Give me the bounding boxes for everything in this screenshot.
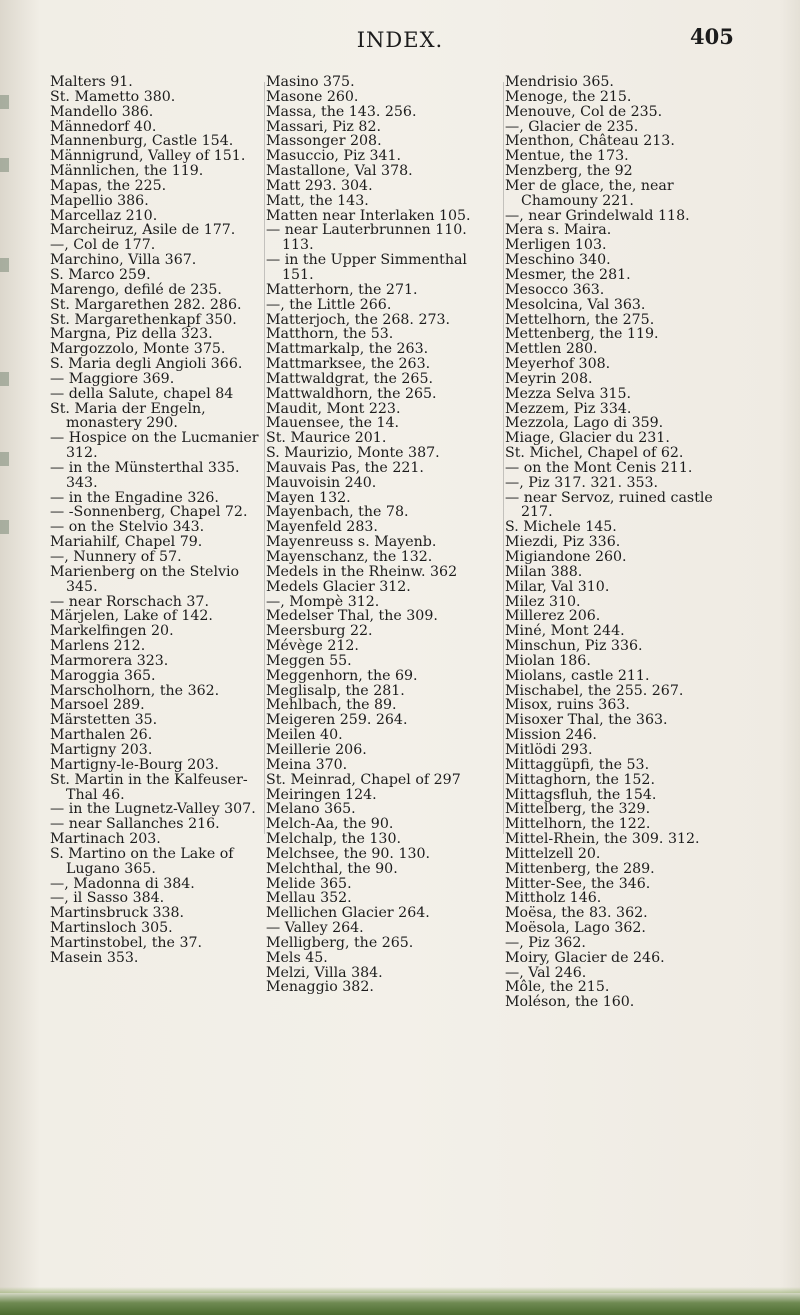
index-entry: Mapellio 386. [50, 192, 149, 209]
index-entry: Melano 365. [266, 801, 356, 818]
index-entry: Mels 45. [266, 949, 328, 966]
page-number: 405 [690, 24, 734, 49]
index-column-3 [505, 75, 745, 1010]
column-divider [264, 82, 265, 834]
index-entry: Mettenberg, the 119. [505, 326, 659, 343]
index-column-1 [50, 75, 263, 966]
index-entry: Mittaggüpfi, the 53. [505, 756, 650, 773]
index-entry: St. Maurice 201. [266, 430, 387, 447]
gutter-mark [0, 520, 9, 534]
index-entry: Mauensee, the 14. [266, 415, 400, 432]
column-divider [503, 82, 504, 834]
index-entry: Matterhorn, the 271. [266, 281, 418, 298]
index-entry: Massonger 208. [266, 133, 382, 150]
index-entry: Mehlbach, the 89. [266, 697, 397, 714]
index-entry: Mittagsfluh, the 154. [505, 786, 657, 803]
index-entry: Mer de glace, the, near Chamouny 221. [505, 177, 674, 209]
index-entry: Miolan 186. [505, 652, 591, 669]
index-entry: Mendrisio 365. [505, 74, 614, 90]
index-entry: Mission 246. [505, 727, 597, 744]
index-entry: S. Maria degli Angioli 366. [50, 356, 243, 373]
index-entry: Mesmer, the 281. [505, 266, 631, 283]
index-entry: Masuccio, Piz 341. [266, 148, 402, 165]
index-entry: St. Mametto 380. [50, 88, 176, 105]
index-entry: Matten near Interlaken 105. [266, 207, 471, 224]
index-entry: —, Nunnery of 57. [50, 549, 182, 565]
index-entry: Miage, Glacier du 231. [505, 430, 670, 447]
index-entry: — in the Engadine 326. [50, 489, 219, 506]
index-entry: Marcheiruz, Asile de 177. [50, 222, 236, 239]
index-entry: — in the Lugnetz-Valley 307. [50, 801, 256, 818]
index-entry: Mezza Selva 315. [505, 385, 632, 402]
index-entry: Männlichen, the 119. [50, 163, 204, 180]
index-entry: Mera s. Maira. [505, 222, 612, 239]
index-entry: Martinsloch 305. [50, 920, 173, 937]
index-entry: — near Servoz, ruined castle 217. [505, 489, 713, 521]
index-entry: Marienberg on the Stelvio 345. [50, 563, 240, 595]
index-entry: Maroggia 365. [50, 667, 156, 684]
index-entry: Millerez 206. [505, 608, 601, 625]
index-entry: Meiringen 124. [266, 786, 377, 803]
index-entry: — in the Münsterthal 335. 343. [50, 459, 240, 491]
index-entry: Melzi, Villa 384. [266, 964, 383, 981]
index-entry: — Valley 264. [266, 920, 364, 937]
index-entry: Mezzola, Lago di 359. [505, 415, 664, 432]
index-entry: Meersburg 22. [266, 623, 373, 640]
index-entry: S. Michele 145. [505, 519, 617, 536]
index-entry: Mellau 352. [266, 890, 352, 907]
index-entry: Maudit, Mont 223. [266, 400, 401, 417]
index-entry: Marsoel 289. [50, 697, 145, 714]
index-entry: St. Margarethen 282. 286. [50, 296, 242, 313]
index-entry: Mittelberg, the 329. [505, 801, 651, 818]
index-entry: Meggenhorn, the 69. [266, 667, 418, 684]
index-entry: Moléson, the 160. [505, 994, 635, 1011]
index-entry: —, the Little 266. [266, 296, 392, 313]
index-entry: Milez 310. [505, 593, 581, 610]
index-entry: —, Piz 362. [505, 934, 586, 951]
index-entry: — near Sallanches 216. [50, 816, 220, 833]
index-entry: Medels Glacier 312. [266, 578, 411, 595]
index-entry: Mittel-Rhein, the 309. 312. [505, 831, 700, 848]
index-entry: St. Meinrad, Chapel of 297 [266, 771, 461, 788]
index-entry: — della Salute, chapel 84 [50, 385, 234, 402]
index-entry: Mannenburg, Castle 154. [50, 133, 234, 150]
index-entry: Menzberg, the 92 [505, 163, 633, 180]
index-entry: Meyerhof 308. [505, 356, 611, 373]
index-entry: Melchalp, the 130. [266, 831, 401, 848]
index-entry: Mattwaldgrat, the 265. [266, 370, 433, 387]
index-entry: —, Madonna di 384. [50, 875, 195, 892]
index-entry: Mittholz 146. [505, 890, 602, 907]
index-entry: —, Col de 177. [50, 237, 156, 254]
index-entry: Markelfingen 20. [50, 623, 174, 640]
index-entry: Mastallone, Val 378. [266, 163, 413, 180]
index-entry: Mischabel, the 255. 267. [505, 682, 684, 699]
index-entry: Môle, the 215. [505, 979, 610, 996]
index-entry: St. Maria der Engeln, monastery 290. [50, 400, 206, 432]
index-entry: Märjelen, Lake of 142. [50, 608, 213, 625]
index-entry: Marmorera 323. [50, 652, 169, 669]
index-entry: Milar, Val 310. [505, 578, 610, 595]
index-entry: Matt, the 143. [266, 192, 369, 209]
index-entry: Meillerie 206. [266, 741, 367, 758]
index-entry: Marthalen 26. [50, 727, 153, 744]
index-entry: Martinsbruck 338. [50, 905, 185, 922]
index-entry: Mittaghorn, the 152. [505, 771, 655, 788]
index-entry: Männigrund, Valley of 151. [50, 148, 246, 165]
index-entry: Mayenreuss s. Mayenb. [266, 534, 437, 551]
gutter-mark [0, 95, 9, 109]
index-entry: Masone 260. [266, 88, 359, 105]
index-entry: Misoxer Thal, the 363. [505, 712, 668, 729]
index-entry: —, Mompè 312. [266, 593, 380, 610]
index-entry: Matthorn, the 53. [266, 326, 394, 343]
index-entry: Meggen 55. [266, 652, 352, 669]
index-entry: — Hospice on the Lucmanier 312. [50, 430, 259, 462]
index-entry: Marcellaz 210. [50, 207, 158, 224]
index-entry: Mesocco 363. [505, 281, 605, 298]
index-entry: Martinach 203. [50, 831, 161, 848]
index-entry: Mayenbach, the 78. [266, 504, 409, 521]
index-entry: Martigny-le-Bourg 203. [50, 756, 219, 773]
index-entry: Martinstobel, the 37. [50, 934, 203, 951]
index-entry: Menthon, Château 213. [505, 133, 675, 150]
index-entry: Malters 91. [50, 74, 133, 90]
index-entry: Melligberg, the 265. [266, 934, 414, 951]
index-entry: —, il Sasso 384. [50, 890, 165, 907]
index-entry: Menouve, Col de 235. [505, 103, 663, 120]
index-entry: Mezzem, Piz 334. [505, 400, 632, 417]
index-entry: Matt 293. 304. [266, 177, 373, 194]
gutter-mark [0, 372, 9, 386]
index-entry: —, Val 246. [505, 964, 587, 981]
running-header: INDEX. [356, 28, 444, 52]
index-entry: Mattmarksee, the 263. [266, 356, 431, 373]
index-entry: Martigny 203. [50, 741, 153, 758]
index-entry: Merligen 103. [505, 237, 607, 254]
index-entry: Märstetten 35. [50, 712, 158, 729]
index-entry: Mittelzell 20. [505, 845, 601, 862]
index-entry: Mittenberg, the 289. [505, 860, 655, 877]
index-entry: Melchthal, the 90. [266, 860, 398, 877]
index-entry: Moiry, Glacier de 246. [505, 949, 665, 966]
index-entry: Mittelhorn, the 122. [505, 816, 651, 833]
index-entry: Mitter-See, the 346. [505, 875, 651, 892]
index-entry: Migiandone 260. [505, 549, 627, 565]
index-entry: — on the Stelvio 343. [50, 519, 205, 536]
index-entry: Melide 365. [266, 875, 352, 892]
index-entry: Marscholhorn, the 362. [50, 682, 220, 699]
index-entry: Mesolcina, Val 363. [505, 296, 646, 313]
index-entry: Mayenfeld 283. [266, 519, 378, 536]
index-entry: Meglisalp, the 281. [266, 682, 405, 699]
index-entry: Mettelhorn, the 275. [505, 311, 655, 328]
index-entry: S. Maurizio, Monte 387. [266, 445, 440, 462]
index-entry: Mauvais Pas, the 221. [266, 459, 424, 476]
index-entry: Margna, Piz della 323. [50, 326, 213, 343]
index-entry: Mattmarkalp, the 263. [266, 341, 429, 358]
index-entry: —, near Grindelwald 118. [505, 207, 690, 224]
index-entry: Mariahilf, Chapel 79. [50, 534, 203, 551]
index-entry: Minschun, Piz 336. [505, 638, 643, 655]
index-entry: Miné, Mont 244. [505, 623, 625, 640]
index-entry: Moësa, the 83. 362. [505, 905, 648, 922]
page-edge-band [0, 1293, 800, 1315]
index-entry: Moësola, Lago 362. [505, 920, 646, 937]
index-entry: Menoge, the 215. [505, 88, 632, 105]
index-entry: Miolans, castle 211. [505, 667, 650, 684]
index-entry: St. Martin in the Kalfeuser-Thal 46. [50, 771, 248, 803]
index-entry: Menaggio 382. [266, 979, 374, 996]
index-entry: Mentue, the 173. [505, 148, 629, 165]
index-entry: Marchino, Villa 367. [50, 252, 197, 269]
index-entry: — near Rorschach 37. [50, 593, 209, 610]
index-entry: Mayenschanz, the 132. [266, 549, 433, 565]
index-entry: — Maggiore 369. [50, 370, 175, 387]
index-entry: Meilen 40. [266, 727, 343, 744]
gutter-mark [0, 452, 9, 466]
gutter-mark [0, 158, 9, 172]
index-entry: Mapas, the 225. [50, 177, 167, 194]
index-entry: Misox, ruins 363. [505, 697, 630, 714]
index-entry: Marengo, defilé de 235. [50, 281, 222, 298]
index-entry: Meigeren 259. 264. [266, 712, 408, 729]
index-entry: —, Piz 317. 321. 353. [505, 474, 659, 491]
index-column-2 [266, 75, 502, 995]
index-entry: Meyrin 208. [505, 370, 593, 387]
index-entry: Massari, Piz 82. [266, 118, 381, 135]
index-entry: Milan 388. [505, 563, 583, 580]
index-entry: Matterjoch, the 268. 273. [266, 311, 451, 328]
index-entry: Männedorf 40. [50, 118, 157, 135]
index-entry: S. Martino on the Lake of Lugano 365. [50, 845, 234, 877]
index-entry: Mellichen Glacier 264. [266, 905, 430, 922]
index-entry: Meina 370. [266, 756, 348, 773]
index-entry: Mandello 386. [50, 103, 154, 120]
index-entry: Miezdi, Piz 336. [505, 534, 621, 551]
index-entry: Melch-Aa, the 90. [266, 816, 394, 833]
index-entry: Medels in the Rheinw. 362 [266, 563, 458, 580]
index-entry: —, Glacier de 235. [505, 118, 639, 135]
index-entry: Mattwaldhorn, the 265. [266, 385, 437, 402]
index-entry: Mévège 212. [266, 638, 359, 655]
index-entry: Masein 353. [50, 949, 139, 966]
index-entry: — near Lauterbrunnen 110. 113. [266, 222, 467, 254]
gutter-mark [0, 258, 9, 272]
index-entry: — on the Mont Cenis 211. [505, 459, 693, 476]
index-entry: Massa, the 143. 256. [266, 103, 417, 120]
index-entry: Mauvoisin 240. [266, 474, 377, 491]
index-entry: Masino 375. [266, 74, 355, 90]
index-entry: Mettlen 280. [505, 341, 598, 358]
index-entry: S. Marco 259. [50, 266, 151, 283]
index-entry: Melchsee, the 90. 130. [266, 845, 431, 862]
index-entry: Medelser Thal, the 309. [266, 608, 438, 625]
index-entry: — -Sonnenberg, Chapel 72. [50, 504, 248, 521]
index-entry: Margozzolo, Monte 375. [50, 341, 226, 358]
index-entry: Marlens 212. [50, 638, 146, 655]
index-entry: St. Michel, Chapel of 62. [505, 445, 684, 462]
index-entry: Meschino 340. [505, 252, 611, 269]
index-entry: Mitlödi 293. [505, 741, 593, 758]
index-entry: — in the Upper Simmenthal 151. [266, 252, 467, 283]
index-entry: Mayen 132. [266, 489, 351, 506]
index-entry: St. Margarethenkapf 350. [50, 311, 237, 328]
